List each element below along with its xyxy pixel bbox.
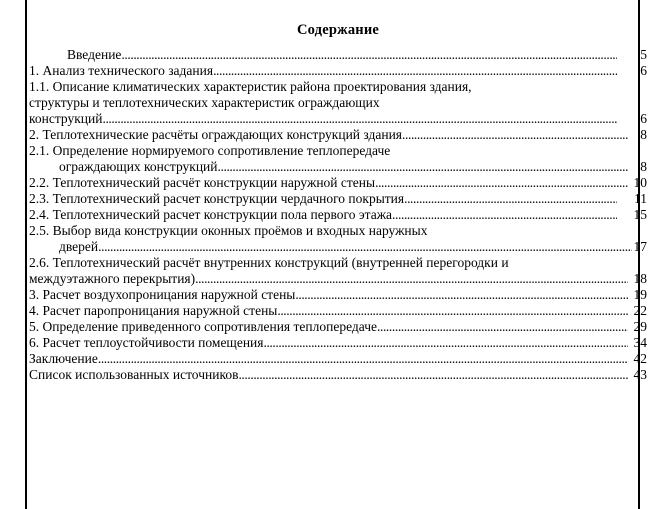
toc-page-number: 43 [633,367,647,382]
toc-entry-text: дверей [59,239,99,254]
toc-page-number: 17 [633,239,647,254]
toc-entry-text: 1. Анализ технического задания [29,63,214,78]
toc-entry-text: Список использованных источников [29,367,239,382]
toc-entry-text: конструкций [29,111,103,126]
toc-entry-line: 2.1. Определение нормируемого сопротивление теплопередаче [29,143,391,158]
toc-leader-dots [195,271,627,287]
toc-page-number: 22 [633,303,647,318]
toc-entry [29,271,647,287]
toc-entry-text: 2.2. Теплотехнический расчёт конструкции наружной стены [29,175,376,190]
toc-leader-dots [98,351,628,367]
toc-leader-dots [295,287,627,303]
toc-entry [29,335,647,351]
toc-entry-text: 4. Расчет паропроницания наружной стены [29,303,278,318]
toc-entry-text: ограждающих конструкций [59,159,218,174]
toc-page-number: 15 [633,207,647,222]
toc-leader-dots [375,175,627,191]
toc-leader-dots [102,111,617,127]
toc-leader-dots [404,191,617,207]
toc-page-number: 29 [633,319,647,334]
toc-entry-text: междуэтажного перекрытия) [29,271,196,286]
toc-entry [29,175,647,191]
toc-page-number: 19 [633,287,647,302]
toc-page-number: 6 [640,63,647,78]
toc-leader-dots [238,367,627,383]
toc-entry [29,287,647,303]
toc-page-number: 5 [640,47,647,62]
toc-entry [29,191,647,207]
toc-leader-dots [392,207,617,223]
toc-page-number: 6 [640,111,647,126]
toc-page-number: 34 [633,335,647,350]
toc-entry [29,63,647,79]
toc-entry-text: 3. Расчет воздухопроницания наружной стены [29,287,296,302]
toc-leader-dots [213,63,617,79]
toc-leader-dots [277,303,627,319]
toc-entry [29,239,647,255]
toc-entry-text: Введение [67,47,122,62]
toc-leader-dots [218,159,629,175]
toc-page-number: 11 [634,191,647,206]
toc-page-number: 8 [640,159,647,174]
toc-entry [29,207,647,223]
toc-page-number: 10 [633,175,647,190]
toc-leader-dots [263,335,627,351]
toc-leader-dots [402,127,629,143]
toc-entry [29,367,647,383]
toc-page-number: 8 [640,127,647,142]
toc-entry-text: 2. Теплотехнические расчёты ограждающих конструкций здания [29,127,403,142]
toc-entry-line: структуры и теплотехнических характеристик ограждающих [29,95,380,110]
toc-page-number: 18 [633,271,647,286]
toc-entry [29,159,647,175]
toc-entry-line: 2.5. Выбор вида конструкции оконных проёмов и входных наружных [29,223,428,238]
toc-entry-line: 2.6. Теплотехнический расчёт внутренних конструкций (внутренней перегородки и [29,255,509,270]
toc-entry-text: 2.3. Теплотехнический расчет конструкции чердачного покрытия [29,191,405,206]
toc-entry-text: Заключение [29,351,98,366]
toc-page-number: 42 [633,351,647,366]
toc-entry-text: 5. Определение приведенного сопротивления теплопередаче [29,319,377,334]
toc-entry [29,319,647,335]
toc-entry [29,303,647,319]
toc-entry-line: 1.1. Описание климатических характеристик района проектирования здания, [29,79,472,94]
table-of-contents [29,22,647,383]
toc-leader-dots [121,47,617,63]
toc-title: Содержание [296,22,380,38]
toc-entry [29,351,647,367]
toc-entry-text: 2.4. Теплотехнический расчет конструкции пола первого этажа [29,207,393,222]
toc-entry-text: 6. Расчет теплоустойчивости помещения [29,335,264,350]
toc-entry [29,127,647,143]
toc-entry [29,47,647,63]
toc-leader-dots [377,319,628,335]
toc-leader-dots [98,239,631,255]
toc-entry [29,111,647,127]
